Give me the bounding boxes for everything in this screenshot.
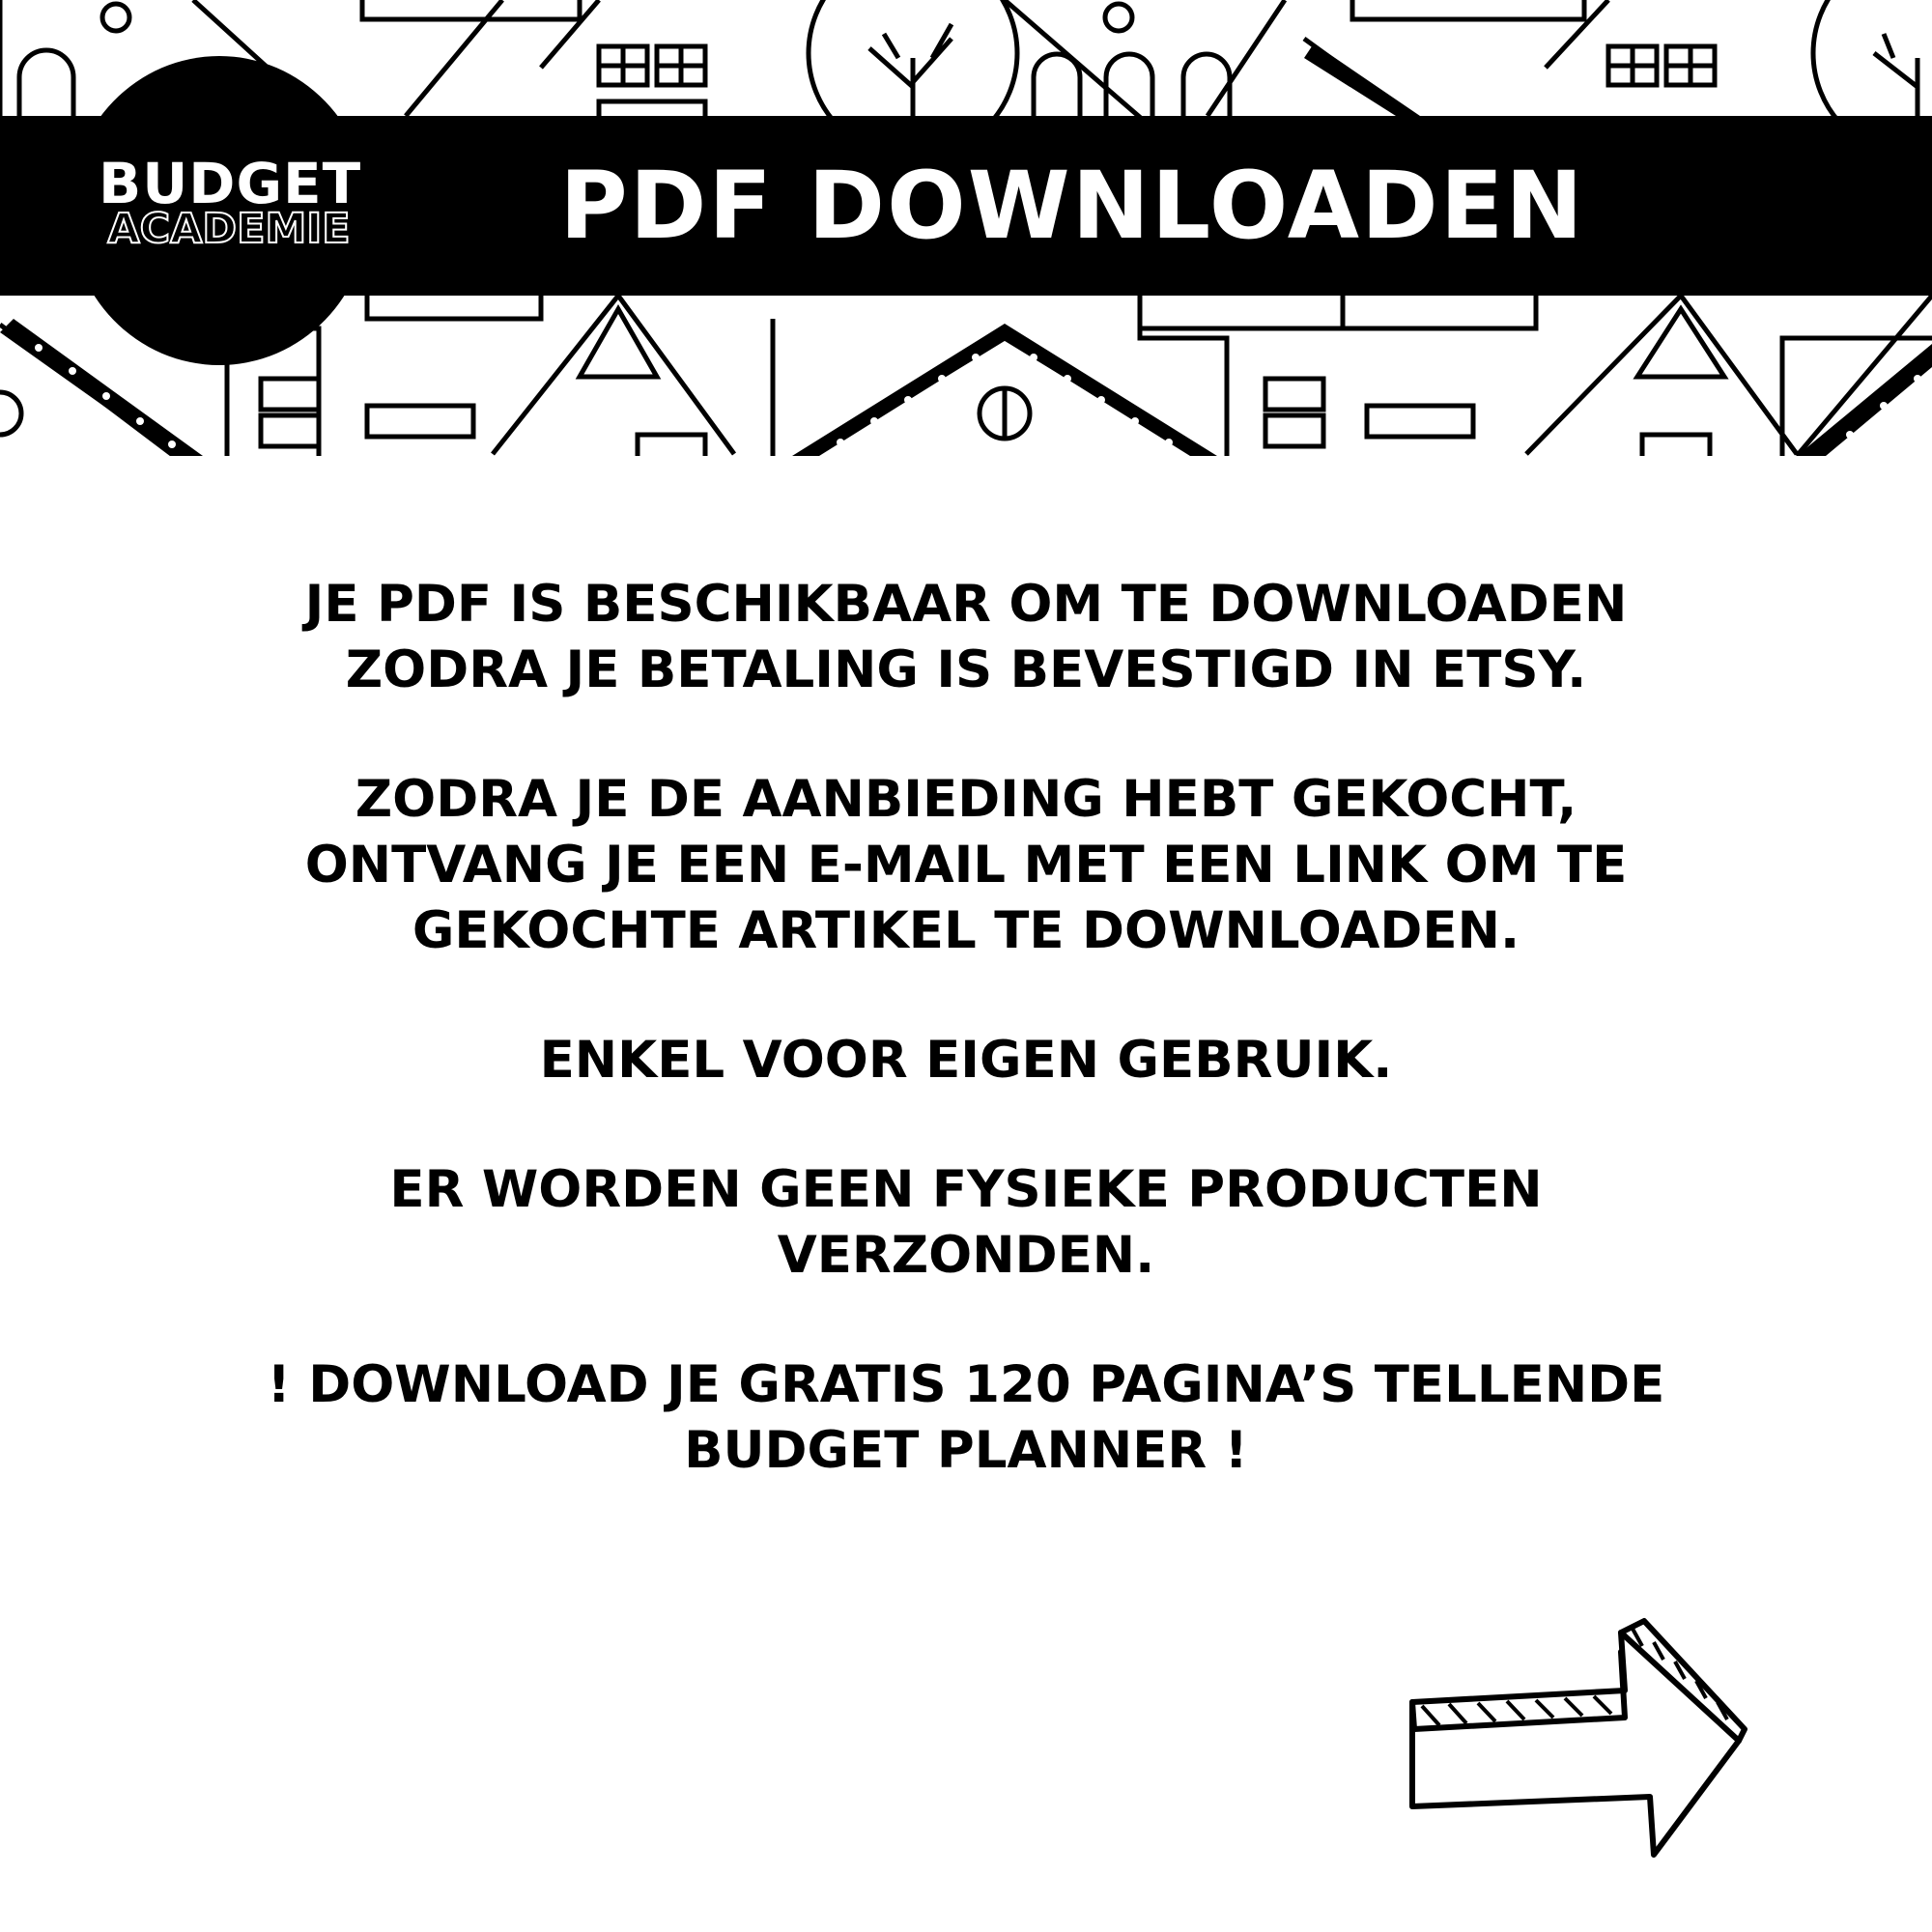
text-line: ONTVANG JE EEN E-MAIL MET EEN LINK OM TE bbox=[304, 836, 1628, 895]
text-line: ZODRA JE DE AANBIEDING HEBT GEKOCHT, bbox=[355, 770, 1577, 829]
logo-text-academie: ACADEMIE bbox=[107, 205, 351, 253]
text-line: BUDGET PLANNER ! bbox=[684, 1421, 1248, 1480]
paragraph-no-physical bbox=[193, 1157, 1739, 1289]
paragraph-personal-use bbox=[193, 1028, 1739, 1094]
text-line: ZODRA JE BETALING IS BEVESTIGD IN ETSY. bbox=[345, 640, 1587, 699]
text-line: JE PDF IS BESCHIKBAAR OM TE DOWNLOADEN bbox=[304, 575, 1628, 634]
paragraph-free-planner bbox=[193, 1352, 1739, 1484]
page-title: PDF DOWNLOADEN bbox=[559, 152, 1585, 260]
logo-text-budget: BUDGET bbox=[99, 151, 362, 216]
text-line: ER WORDEN GEEN FYSIEKE PRODUCTEN bbox=[389, 1160, 1543, 1219]
paragraph-email bbox=[193, 767, 1739, 964]
text-line: ENKEL VOOR EIGEN GEBRUIK. bbox=[539, 1031, 1393, 1090]
info-text bbox=[193, 572, 1739, 1548]
text-line: ! DOWNLOAD JE GRATIS 120 PAGINA’S TELLENDE bbox=[267, 1355, 1665, 1414]
arrow-right-icon bbox=[1401, 1613, 1748, 1864]
text-line: GEKOCHTE ARTIKEL TE DOWNLOADEN. bbox=[412, 901, 1520, 960]
text-line: VERZONDEN. bbox=[777, 1226, 1155, 1285]
paragraph-availability bbox=[193, 572, 1739, 703]
